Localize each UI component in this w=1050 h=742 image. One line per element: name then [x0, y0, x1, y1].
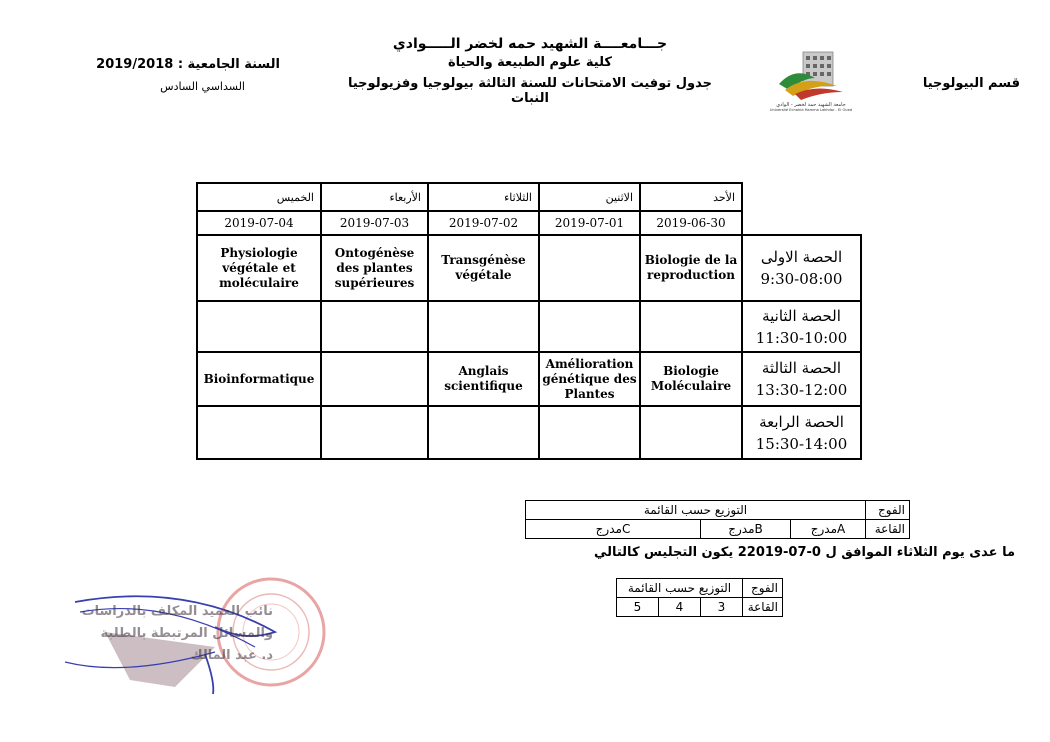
- exam-cell: Biologie Moléculaire: [640, 352, 742, 406]
- slot-label: [742, 352, 861, 406]
- by-list-label: التوزيع حسب القائمة: [526, 501, 866, 520]
- hall-cell: 3: [701, 598, 743, 617]
- slot-row: [197, 301, 861, 352]
- exam-cell: Ontogénèse des plantes supérieures: [321, 235, 428, 301]
- exam-cell: [539, 235, 640, 301]
- date-cell: 2019-07-03: [321, 211, 428, 235]
- day-header: الخميس: [197, 183, 321, 211]
- day-header: الاثنين: [539, 183, 640, 211]
- exam-cell: [539, 406, 640, 459]
- by-list-label: التوزيع حسب القائمة: [617, 579, 743, 598]
- exam-cell: [428, 406, 539, 459]
- academic-year: السنة الجامعية : 2019/2018: [96, 57, 280, 72]
- exam-cell: [197, 406, 321, 459]
- blank-corner: [742, 183, 861, 211]
- exam-cell: [640, 301, 742, 352]
- faculty-name: كلية علوم الطبيعة والحياة: [448, 55, 612, 70]
- signature-line-3: د. عبد المالك: [190, 648, 273, 663]
- hall-label: القاعة: [743, 598, 783, 617]
- logo-caption: جامعة الشهيد حمة لخضر - الوادي: [776, 102, 846, 108]
- group-label: الفوج: [743, 579, 783, 598]
- days-row: [197, 183, 861, 211]
- hall-label: القاعة: [866, 520, 910, 539]
- slot-label: [742, 301, 861, 352]
- semester: السداسي السادس: [160, 80, 245, 93]
- group-label: الفوج: [866, 501, 910, 520]
- date-cell: 2019-07-01: [539, 211, 640, 235]
- blank-corner: [742, 211, 861, 235]
- exam-cell: [321, 406, 428, 459]
- dates-row: [197, 211, 861, 235]
- hall-cell: مدرجB: [701, 520, 791, 539]
- slot-name: الحصة الثالثة: [761, 359, 842, 377]
- slot-label: [742, 235, 861, 301]
- hall-cell: مدرجA: [791, 520, 866, 539]
- slot-row: [197, 235, 861, 301]
- hall-cell: 4: [659, 598, 701, 617]
- slot-name: الحصة الاولى: [760, 248, 843, 266]
- signature-line-2: والمسائل المرتبطة بالطلبة: [100, 626, 273, 641]
- exam-cell: Transgénèse végétale: [428, 235, 539, 301]
- day-header: الثلاثاء: [428, 183, 539, 211]
- exam-cell: Amélioration génétique des Plantes: [539, 352, 640, 406]
- seating-note: ما عدى يوم الثلاثاء الموافق ل 0-07-22019 يكون التجليس كالتالي: [593, 545, 1015, 560]
- slot-name: الحصة الرابعة: [759, 412, 844, 431]
- slot-label: [742, 406, 861, 459]
- exam-schedule-table: [196, 182, 862, 460]
- exam-cell: Physiologie végétale et moléculaire: [197, 235, 321, 301]
- date-cell: 2019-07-02: [428, 211, 539, 235]
- date-cell: 2019-06-30: [640, 211, 742, 235]
- slot-name: الحصة الثانية: [762, 306, 841, 325]
- exam-cell: [640, 406, 742, 459]
- hall-distribution-table-tuesday: [616, 578, 783, 617]
- hall-cell: مدرجC: [526, 520, 701, 539]
- slot-time: 9:30-08:00: [760, 270, 843, 288]
- slot-row: [197, 352, 861, 406]
- signature-block: [65, 592, 285, 702]
- slot-time: 15:30-14:00: [755, 434, 848, 453]
- exam-cell: [197, 301, 321, 352]
- slot-time: 11:30-10:00: [755, 328, 848, 347]
- day-header: الأحد: [640, 183, 742, 211]
- university-logo: [769, 44, 853, 112]
- day-header: الأربعاء: [321, 183, 428, 211]
- exam-cell: [321, 301, 428, 352]
- date-cell: 2019-07-04: [197, 211, 321, 235]
- logo-caption-fr: Université Echahid Hamma Lakhdar - El Oued: [769, 108, 853, 112]
- exam-cell: [539, 301, 640, 352]
- hall-cell: 5: [617, 598, 659, 617]
- department-name: قسم البيولوجيا: [922, 76, 1020, 91]
- schedule-title: جدول توفيت الامتحانات للسنة الثالثة بيولوجيا وفزيولوجيا النبات: [347, 76, 712, 106]
- exam-cell: [321, 352, 428, 406]
- signature-line-1: نائب العميد المكلف بالدراسات: [81, 604, 273, 619]
- exam-cell: [428, 301, 539, 352]
- exam-cell: Biologie de la reproduction: [640, 235, 742, 301]
- exam-cell: Anglais scientifique: [428, 352, 539, 406]
- slot-row: [197, 406, 861, 459]
- hall-distribution-table: [525, 500, 910, 539]
- university-name: جـــامعــــة الشهيد حمه لخضر الـــــوادي: [392, 36, 668, 52]
- slot-time: 13:30-12:00: [755, 381, 848, 399]
- exam-cell: Bioinformatique: [197, 352, 321, 406]
